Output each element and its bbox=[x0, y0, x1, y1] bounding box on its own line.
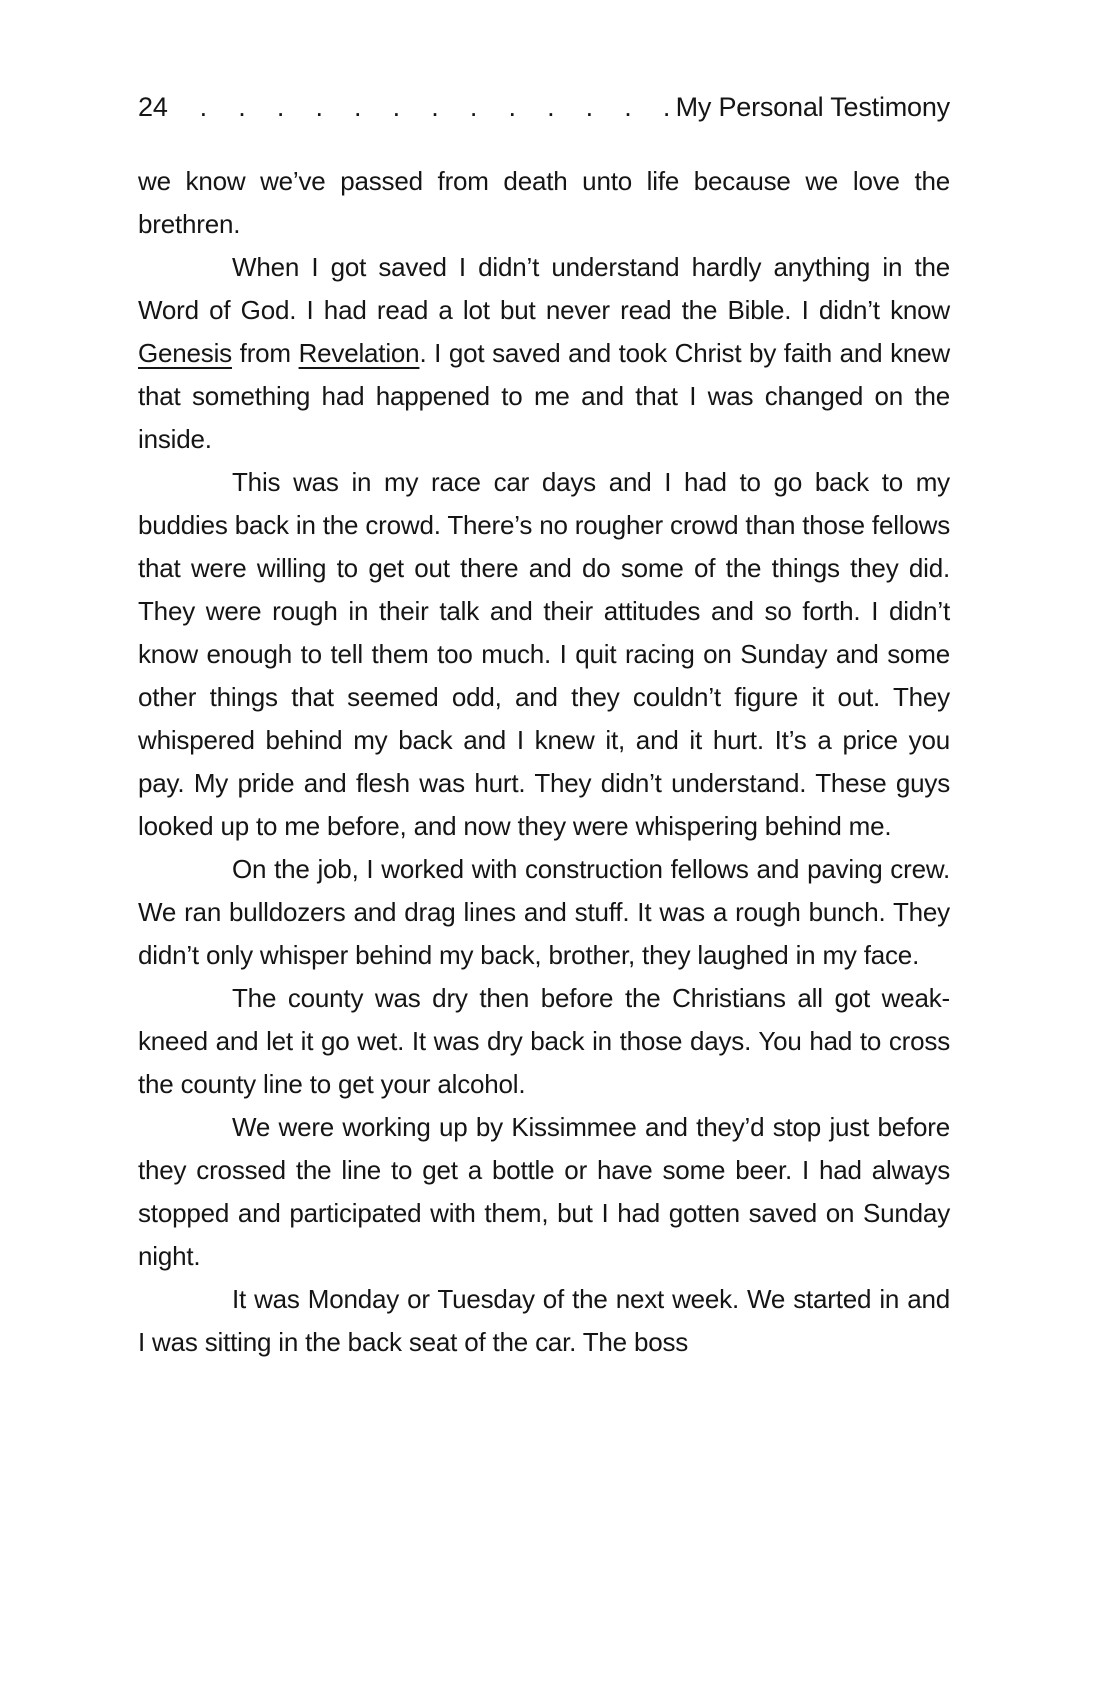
dot-leader: . . . . . . . . . . . . . bbox=[199, 92, 671, 122]
text-segment: On the job, I worked with construction fellows and paving crew. We ran bulldozers and drag lines and stuff. It was a rough bunch. They didn’t only whisper behind my back, brother, they laughed in my face. bbox=[138, 854, 950, 970]
page-number: 24 bbox=[138, 92, 168, 122]
paragraph bbox=[138, 246, 950, 461]
text-segment: we know we’ve passed from death unto life because we love the brethren. bbox=[138, 166, 950, 239]
text-segment: The county was dry then before the Christians all got weak-kneed and let it go wet. It was dry back in those days. You had to cross the county line to get your alcohol. bbox=[138, 983, 950, 1099]
paragraph bbox=[138, 1278, 950, 1364]
underlined-text: Revelation bbox=[298, 338, 420, 368]
paragraph bbox=[138, 977, 950, 1106]
paragraph bbox=[138, 848, 950, 977]
text-segment: This was in my race car days and I had to go back to my buddies back in the crowd. There’s no rougher crowd than those fellows that were willing to get out there and do some of the things they did. They were rough in their talk and their attitudes and so forth. I didn’t know enough to tell them too much. I quit racing on Sunday and some other things that seemed odd, and they couldn’t figure it out. They whispered behind my back and I knew it, and it hurt. It’s a price you pay. My pride and flesh was hurt. They didn’t understand. These guys looked up to me before, and now they were whispering behind me. bbox=[138, 467, 950, 841]
text-segment: When I got saved I didn’t understand hardly anything in the Word of God. I had read a lot but never read the Bible. I didn’t know bbox=[138, 252, 950, 325]
paragraph bbox=[138, 461, 950, 848]
text-segment: We were working up by Kissimmee and they’d stop just before they crossed the line to get a bottle or have some beer. I had always stopped and participated with them, but I had gotten saved on Sunday night. bbox=[138, 1112, 950, 1271]
page-body bbox=[138, 160, 950, 1364]
text-segment: . I got saved and took Christ by faith and knew that something had happened to me and that I was changed on the inside. bbox=[138, 338, 951, 454]
paragraph bbox=[138, 160, 950, 246]
text-segment: from bbox=[231, 338, 299, 368]
running-title: My Personal Testimony bbox=[675, 92, 950, 122]
underlined-text: Genesis bbox=[138, 338, 232, 368]
text-segment: It was Monday or Tuesday of the next week. We started in and I was sitting in the back seat of the car. The boss bbox=[138, 1284, 950, 1357]
paragraph bbox=[138, 1106, 950, 1278]
page-header bbox=[138, 92, 950, 123]
